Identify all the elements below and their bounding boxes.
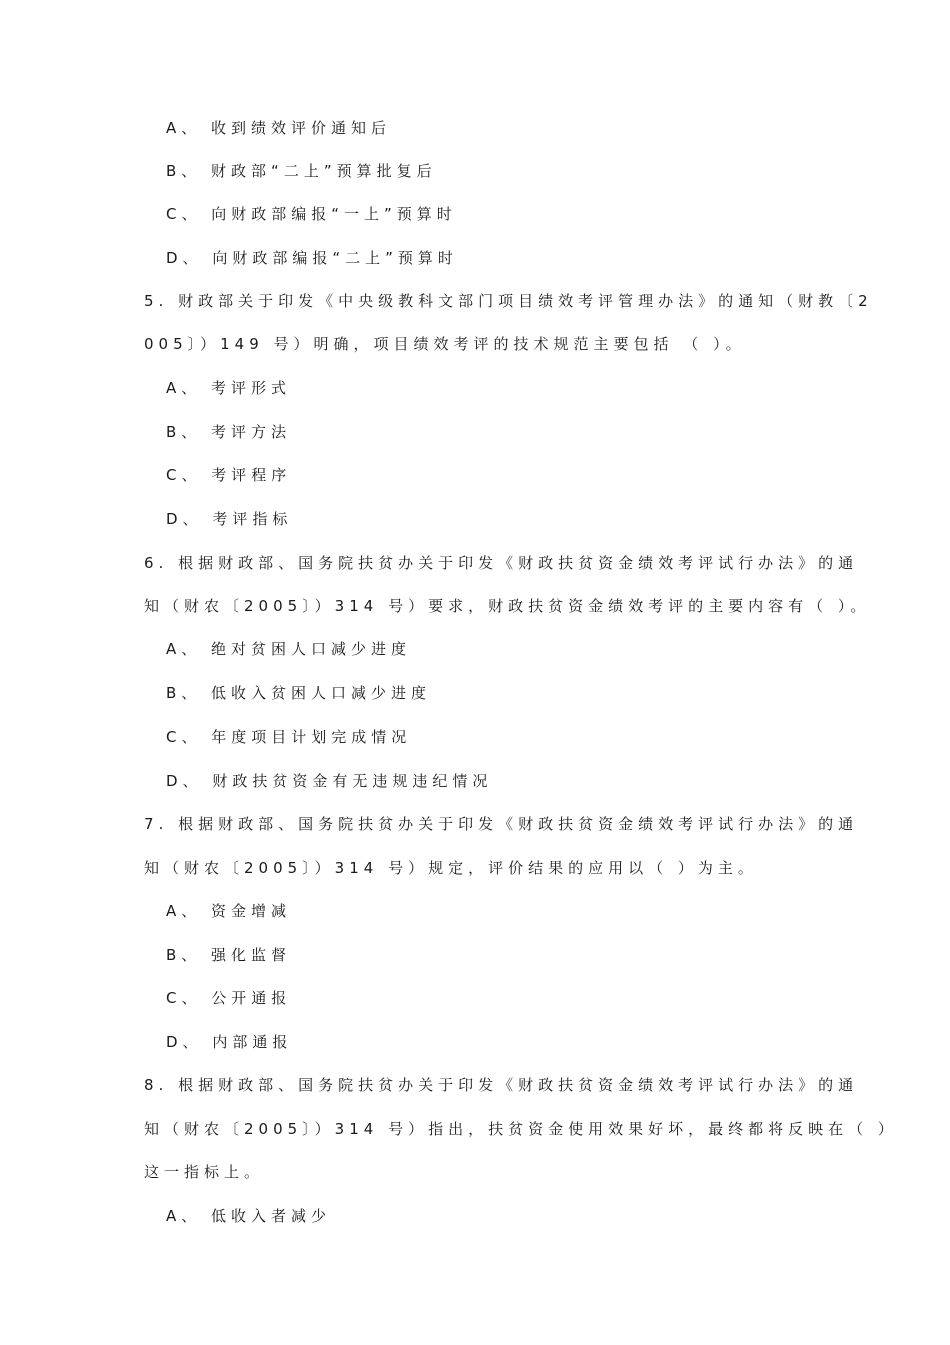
option-line: A、 考评形式: [166, 379, 292, 397]
question-line: 知（财农〔2005〕）314 号）要求，财政扶贫资金绩效考评的主要内容有（ ）。: [144, 597, 871, 615]
option-line: B、 强化监督: [166, 946, 292, 964]
option-line: B、 财政部“二上”预算批复后: [166, 162, 437, 180]
option-line: D、 财政扶贫资金有无违规违纪情况: [166, 772, 493, 790]
question-line: 知（财农〔2005〕）314 号）规定，评价结果的应用以（ ）为主。: [144, 859, 758, 877]
question-line: 6. 根据财政部、国务院扶贫办关于印发《财政扶贫资金绩效考评试行办法》的通: [144, 554, 859, 572]
option-line: C、 向财政部编报“一上”预算时: [166, 205, 457, 223]
option-line: C、 考评程序: [166, 466, 292, 484]
option-line: C、 公开通报: [166, 989, 292, 1007]
question-line: 5. 财政部关于印发《中央级教科文部门项目绩效考评管理办法》的通知（财教〔2: [144, 292, 873, 310]
question-line: 005〕）149 号）明确，项目绩效考评的技术规范主要包括 （ ）。: [144, 335, 746, 353]
option-line: A、 收到绩效评价通知后: [166, 119, 392, 137]
question-line: 这一指标上。: [144, 1163, 265, 1181]
option-line: D、 向财政部编报“二上”预算时: [166, 249, 458, 267]
option-line: A、 低收入者减少: [166, 1207, 332, 1225]
option-line: C、 年度项目计划完成情况: [166, 728, 412, 746]
option-line: A、 资金增减: [166, 902, 292, 920]
option-line: B、 考评方法: [166, 423, 292, 441]
question-line: 7. 根据财政部、国务院扶贫办关于印发《财政扶贫资金绩效考评试行办法》的通: [144, 815, 859, 833]
option-line: A、 绝对贫困人口减少进度: [166, 640, 412, 658]
option-line: B、 低收入贫困人口减少进度: [166, 684, 432, 702]
question-line: 知（财农〔2005〕）314 号）指出，扶贫资金使用效果好坏，最终都将反映在（ ）: [144, 1120, 898, 1138]
question-line: 8. 根据财政部、国务院扶贫办关于印发《财政扶贫资金绩效考评试行办法》的通: [144, 1076, 859, 1094]
option-line: D、 内部通报: [166, 1033, 293, 1051]
option-line: D、 考评指标: [166, 510, 293, 528]
